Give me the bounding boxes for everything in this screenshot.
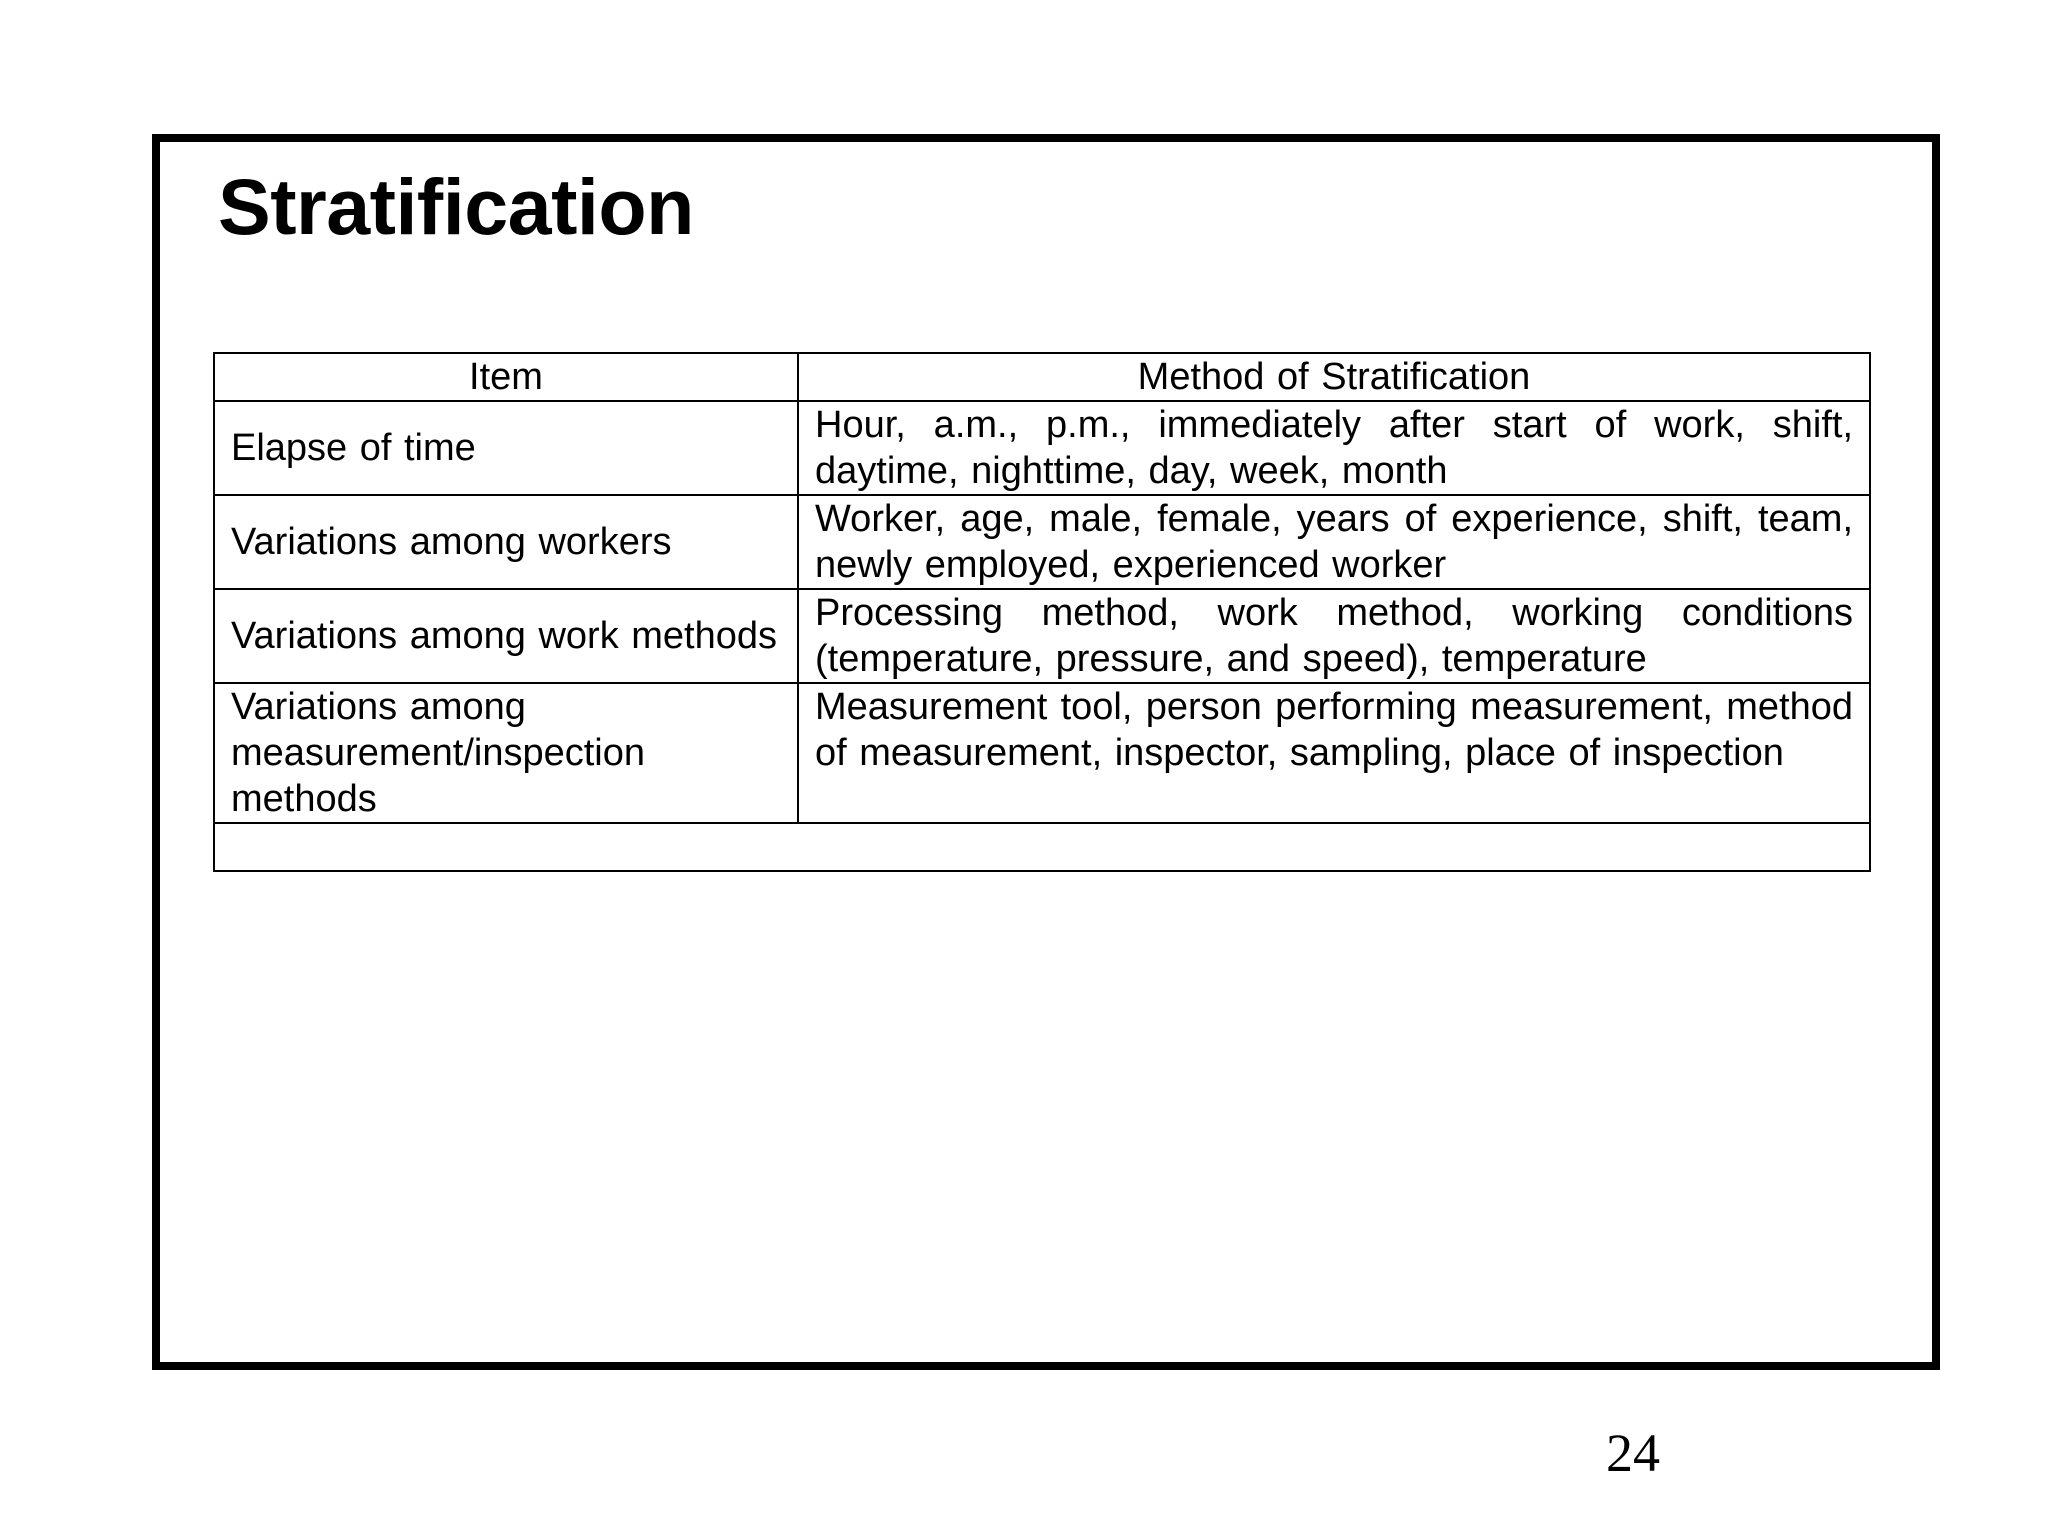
column-header-method: Method of Stratification (798, 353, 1870, 401)
row-method-cell: Measurement tool, person performing measurement, method of measurement, inspector, sampling, place of inspection (798, 683, 1870, 823)
table-row (214, 683, 1870, 823)
table-row (214, 495, 1870, 589)
row-method-cell: Processing method, work method, working conditions (temperature, pressure, and speed), temperature (798, 589, 1870, 683)
row-item-cell: Variations among work methods (214, 589, 798, 683)
empty-cell (214, 823, 1870, 871)
row-item-cell: Variations among measurement/inspection methods (214, 683, 798, 823)
table-row-empty (214, 823, 1870, 871)
table-header-row (214, 353, 1870, 401)
row-method-cell: Hour, a.m., p.m., immediately after start of work, shift, daytime, nighttime, day, week, month (798, 401, 1870, 495)
table-row (214, 589, 1870, 683)
page-number: 24 (1606, 1423, 1660, 1483)
slide-title: Stratification (218, 162, 694, 251)
slide-frame (152, 134, 1940, 1370)
row-item-cell: Variations among workers (214, 495, 798, 589)
row-item-cell: Elapse of time (214, 401, 798, 495)
table-row (214, 401, 1870, 495)
stratification-table (213, 352, 1871, 872)
column-header-item: Item (214, 353, 798, 401)
row-method-cell: Worker, age, male, female, years of experience, shift, team, newly employed, experienced worker (798, 495, 1870, 589)
